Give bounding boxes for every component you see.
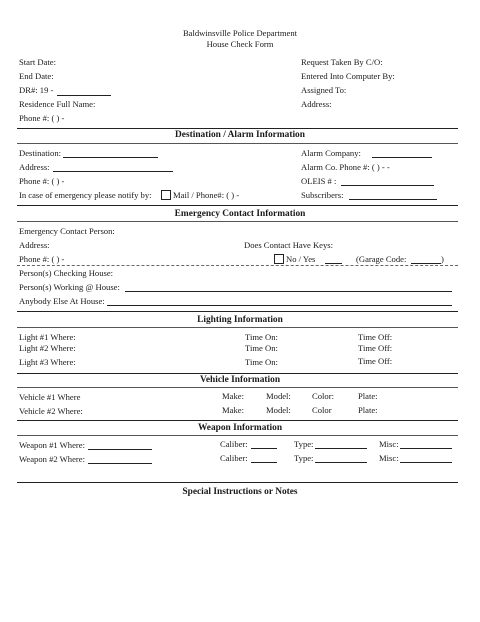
working-house-label: Person(s) Working @ House: [19, 282, 120, 292]
mail-phone-label: Mail / Phone#: ( ) - [173, 190, 240, 200]
department-name: Baldwinsville Police Department [182, 28, 298, 38]
keys-checkbox[interactable] [274, 254, 284, 264]
mail-checkbox[interactable] [161, 190, 171, 200]
alarm-company-field[interactable] [372, 157, 432, 158]
weapon-2-caliber-field[interactable] [251, 462, 277, 463]
oleis-field[interactable] [341, 185, 434, 186]
light-3-label: Light #3 Where: [19, 357, 76, 367]
vehicle-1-color: Color: [312, 391, 334, 401]
weapon-1-caliber: Caliber: [220, 439, 248, 449]
checking-house-label: Person(s) Checking House: [19, 268, 114, 278]
dashed-divider [17, 265, 458, 266]
anybody-else-field[interactable] [107, 305, 452, 306]
vehicle-1-plate: Plate: [358, 391, 378, 401]
contact-phone-label: Phone #: ( ) - [19, 254, 65, 264]
no-yes-label: No / Yes [286, 254, 316, 264]
anybody-else-label: Anybody Else At House: [19, 296, 105, 306]
weapon-2-caliber: Caliber: [220, 453, 248, 463]
vehicle-2-color: Color [312, 405, 332, 415]
section-heading-lighting: Lighting Information [197, 315, 283, 325]
light-3-time-off: Time Off: [358, 356, 393, 366]
working-house-field[interactable] [125, 291, 452, 292]
light-1-time-off: Time Off: [358, 332, 393, 342]
divider [17, 387, 458, 388]
dest-address-label: Address: [19, 162, 50, 172]
emergency-notify-label: In case of emergency please notify by: [19, 190, 152, 200]
dr-number-field[interactable] [57, 95, 111, 96]
weapon-1-where-field[interactable] [88, 449, 152, 450]
end-date-label: End Date: [19, 71, 54, 81]
vehicle-2-model: Model: [266, 405, 291, 415]
light-2-time-off: Time Off: [358, 343, 393, 353]
divider [17, 311, 458, 312]
garage-code-close: ) [441, 254, 444, 264]
vehicle-1-make: Make: [222, 391, 244, 401]
section-heading-destination: Destination / Alarm Information [175, 130, 305, 140]
weapon-1-misc: Misc: [379, 439, 399, 449]
contact-keys-label: Does Contact Have Keys: [244, 240, 334, 250]
weapon-1-type-field[interactable] [315, 448, 367, 449]
dest-address-field[interactable] [53, 171, 173, 172]
phone-label: Phone #: ( ) - [19, 113, 65, 123]
assigned-to-label: Assigned To: [301, 85, 347, 95]
divider [17, 327, 458, 328]
address-label: Address: [301, 99, 332, 109]
weapon-1-label: Weapon #1 Where: [19, 440, 85, 450]
vehicle-2-plate: Plate: [358, 405, 378, 415]
weapon-2-type-field[interactable] [315, 462, 367, 463]
divider [17, 143, 458, 144]
alarm-company-label: Alarm Company: [301, 148, 361, 158]
garage-code-label: (Garage Code: [356, 254, 407, 264]
section-heading-weapon: Weapon Information [197, 423, 283, 433]
divider [17, 205, 458, 206]
divider [17, 373, 458, 374]
contact-address-label: Address: [19, 240, 50, 250]
vehicle-1-model: Model: [266, 391, 291, 401]
section-heading-emergency: Emergency Contact Information [174, 209, 306, 219]
light-2-label: Light #2 Where: [19, 343, 76, 353]
contact-person-label: Emergency Contact Person: [19, 226, 115, 236]
entered-computer-label: Entered Into Computer By: [301, 71, 395, 81]
divider [17, 482, 458, 483]
divider [17, 420, 458, 421]
dr-number-label: DR#: 19 - [19, 85, 54, 95]
vehicle-2-label: Vehicle #2 Where: [19, 406, 83, 416]
vehicle-1-label: Vehicle #1 Where [19, 392, 81, 402]
weapon-2-type: Type: [294, 453, 314, 463]
section-heading-special: Special Instructions or Notes [182, 487, 298, 497]
divider [17, 221, 458, 222]
divider [17, 128, 458, 129]
subscribers-label: Subscribers: [301, 190, 344, 200]
weapon-2-where-field[interactable] [88, 463, 152, 464]
light-2-time-on: Time On: [245, 343, 278, 353]
divider [17, 435, 458, 436]
form-title: House Check Form [206, 39, 274, 49]
request-taken-label: Request Taken By C/O: [301, 57, 383, 67]
destination-label: Destination: [19, 148, 62, 158]
keys-yes-field[interactable] [325, 263, 342, 264]
section-heading-vehicle: Vehicle Information [199, 375, 281, 385]
start-date-label: Start Date: [19, 57, 56, 67]
oleis-label: OLEIS # : [301, 176, 337, 186]
light-1-time-on: Time On: [245, 332, 278, 342]
garage-code-field[interactable] [411, 263, 441, 264]
subscribers-field[interactable] [349, 199, 437, 200]
light-1-label: Light #1 Where: [19, 332, 76, 342]
residence-name-label: Residence Full Name: [19, 99, 96, 109]
destination-field[interactable] [63, 157, 158, 158]
dest-phone-label: Phone #: ( ) - [19, 176, 65, 186]
weapon-2-misc: Misc: [379, 453, 399, 463]
weapon-1-misc-field[interactable] [400, 448, 452, 449]
weapon-1-type: Type: [294, 439, 314, 449]
vehicle-2-make: Make: [222, 405, 244, 415]
weapon-2-misc-field[interactable] [400, 462, 452, 463]
weapon-1-caliber-field[interactable] [251, 448, 277, 449]
alarm-phone-label: Alarm Co. Phone #: ( ) - - [301, 162, 390, 172]
light-3-time-on: Time On: [245, 357, 278, 367]
weapon-2-label: Weapon #2 Where: [19, 454, 85, 464]
